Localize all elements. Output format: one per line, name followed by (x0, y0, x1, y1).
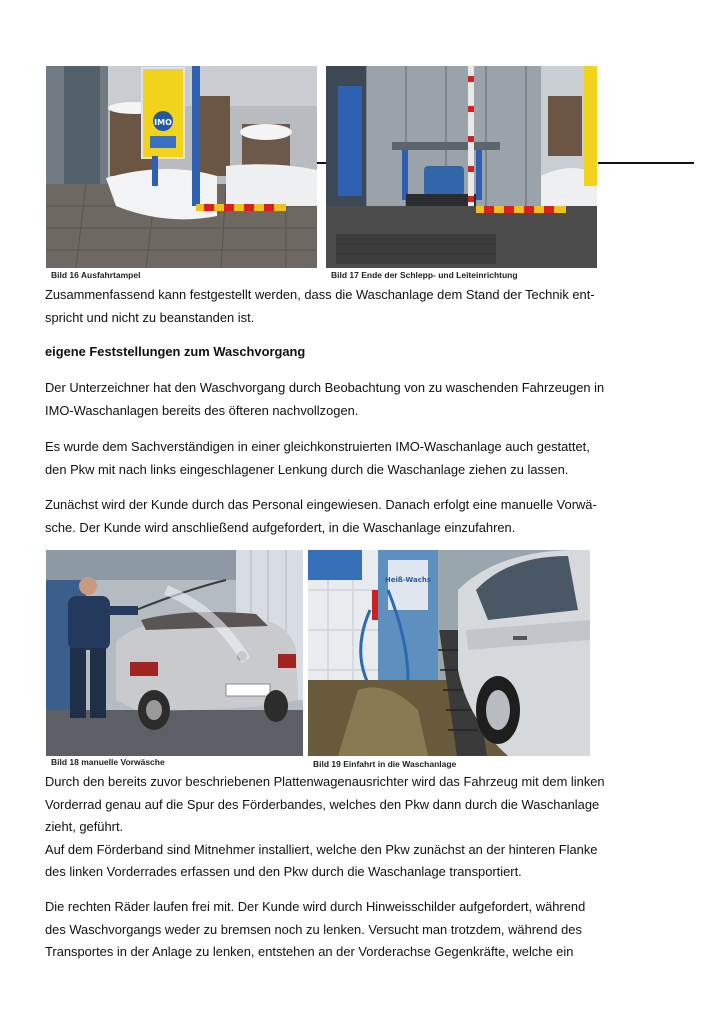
text-line: zieht, geführt. (45, 819, 124, 834)
text-line: Auf dem Förderband sind Mitnehmer installiert, welche den Pkw zunächst an der hinteren Flanke (45, 841, 598, 857)
photo-ausfahrtampel (46, 66, 317, 268)
photo-einfahrt-waschanlage (308, 550, 590, 756)
horizontal-rule-left (317, 162, 326, 164)
text-line: Transportes in der Anlage zu lenken, entstehen an der Vorderachse Gegenkräfte, welche ein (45, 944, 574, 959)
caption-fig18: Bild 18 manuelle Vorwäsche (51, 757, 165, 767)
paragraph-steering-forces (45, 896, 630, 964)
photo-schlepp-leiteinrichtung (326, 66, 597, 268)
text-line: des Waschvorgangs weder zu bremsen noch zu lenken. Versucht man trotzdem, während des (45, 921, 582, 937)
paragraph-conveyor (45, 771, 630, 884)
text-line: Vorderrad genau auf die Spur des Förderbandes, welches den Pkw dann durch die Waschanlage (45, 796, 600, 812)
imo-sign-text: IMO (154, 118, 172, 127)
text-line: spricht und nicht zu beanstanden ist. (45, 309, 255, 325)
text-line: sche. Der Kunde wird anschließend aufgefordert, in die Waschanlage einzufahren. (45, 519, 516, 535)
text-line: IMO-Waschanlagen bereits des öfteren nachvollzogen. (45, 402, 359, 418)
text-line: Zunächst wird der Kunde durch das Personal eingewiesen. Danach erfolgt eine manuelle Vorwä- (45, 497, 597, 512)
text-line: Die rechten Räder laufen frei mit. Der Kunde wird durch Hinweisschilder aufgefordert, während (45, 899, 586, 914)
horizontal-rule-right (598, 162, 694, 164)
caption-fig19: Bild 19 Einfahrt in die Waschanlage (313, 759, 457, 769)
text-line: des linken Vorderrades erfassen und den Pkw durch die Waschanlage transportiert. (45, 864, 522, 879)
caption-fig17: Bild 17 Ende der Schlepp- und Leiteinrichtung (331, 270, 518, 280)
text-line: Durch den bereits zuvor beschriebenen Plattenwagenausrichter wird das Fahrzeug mit dem linken (45, 774, 605, 789)
text-line: Zusammenfassend kann festgestellt werden, dass die Waschanlage dem Stand der Technik ent- (45, 287, 595, 302)
text-line: den Pkw mit nach links eingeschlagener Lenkung durch die Waschanlage ziehen zu lassen. (45, 461, 569, 477)
paragraph-observation (45, 377, 630, 422)
text-line: Der Unterzeichner hat den Waschvorgang durch Beobachtung von zu waschenden Fahrzeugen in (45, 380, 605, 395)
paragraph-prewash (45, 494, 630, 539)
heiss-wachs-sign-text: Heiß-Wachs (384, 576, 432, 584)
section-heading: eigene Feststellungen zum Waschvorgang (45, 344, 306, 359)
photo-manuelle-vorwaesche (46, 550, 303, 756)
caption-fig16: Bild 16 Ausfahrtampel (51, 270, 141, 280)
paragraph-summary (45, 284, 630, 329)
text-line: Es wurde dem Sachverständigen in einer gleichkonstruierten IMO-Waschanlage auch gestattet, (45, 439, 590, 454)
paragraph-steering-test (45, 436, 630, 481)
